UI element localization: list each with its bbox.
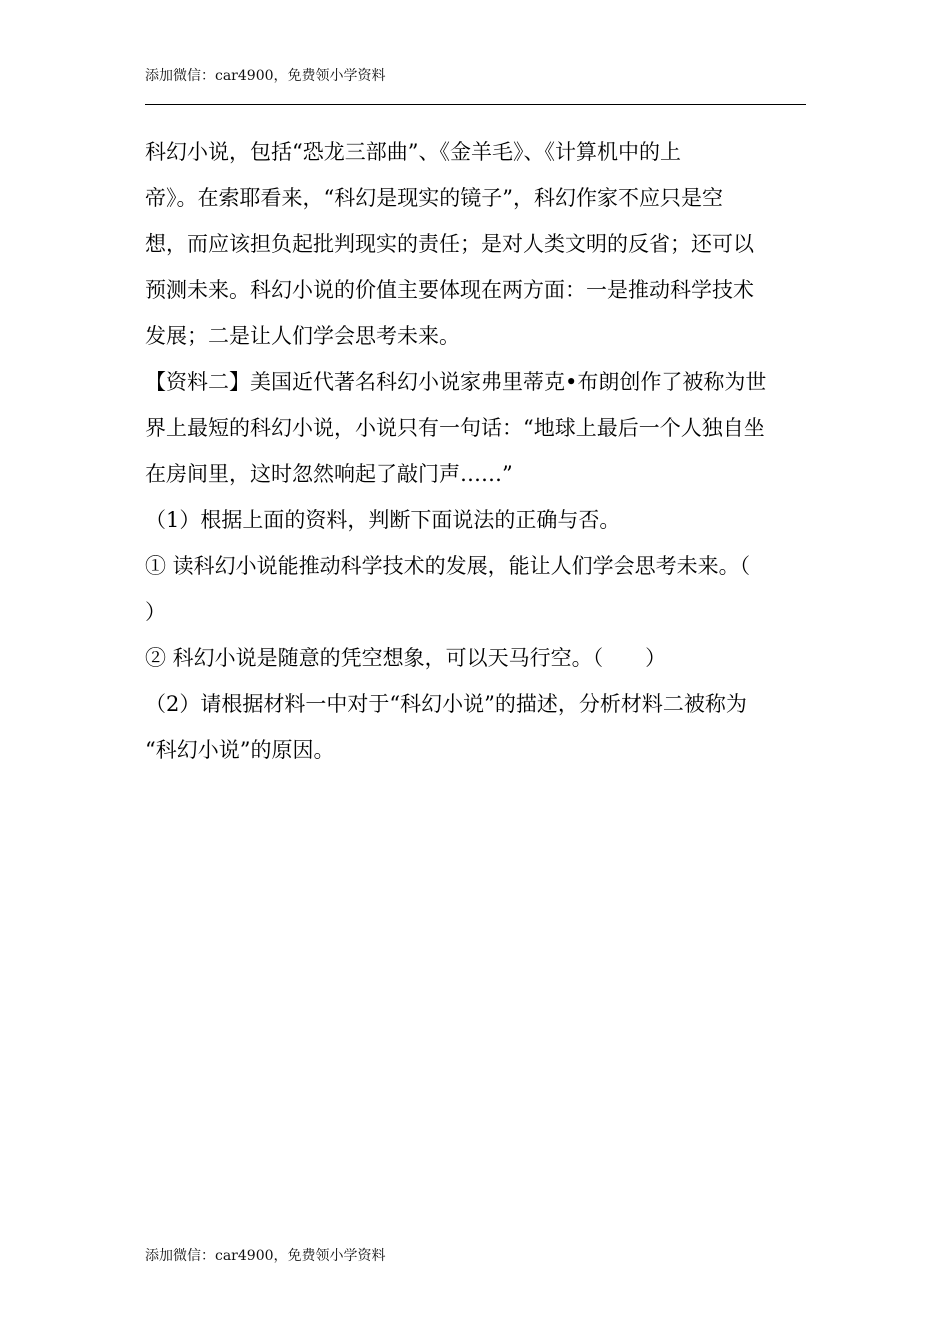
question-1-item-1-continued: ） [145, 600, 166, 624]
text-line-5: 发展；二是让人们学会思考未来。 [145, 324, 460, 348]
material-two-line-1: 【资料二】美国近代著名科幻小说家弗里蒂克•布朗创作了被称为世 [145, 370, 767, 394]
question-1-prompt: （1）根据上面的资料，判断下面说法的正确与否。 [145, 508, 621, 532]
question-2-prompt-line-2: “科幻小说”的原因。 [145, 738, 335, 762]
material-two-line-3: 在房间里，这时忽然响起了敲门声……” [145, 462, 513, 486]
question-1-item-1: ① 读科幻小说能推动科学技术的发展，能让人们学会思考未来。（ [145, 554, 751, 578]
text-line-2: 帝》。在索耶看来，“科幻是现实的镜子”，科幻作家不应只是空 [145, 186, 723, 210]
question-1-item-2: ② 科幻小说是随意的凭空想象，可以天马行空。（ ） [145, 646, 667, 670]
page-header: 添加微信：car4900，免费领小学资料 [145, 68, 386, 84]
material-two-line-2: 界上最短的科幻小说，小说只有一句话：“地球上最后一个人独自坐 [145, 416, 765, 440]
document-body [145, 129, 806, 773]
question-2-prompt-line-1: （2）请根据材料一中对于“科幻小说”的描述，分析材料二被称为 [145, 692, 747, 716]
page-footer: 添加微信：car4900，免费领小学资料 [145, 1248, 386, 1264]
text-line-3: 想，而应该担负起批判现实的责任；是对人类文明的反省；还可以 [145, 232, 754, 256]
text-line-1: 科幻小说，包括“恐龙三部曲”、《金羊毛》、《计算机中的上 [145, 140, 681, 164]
header-divider [145, 104, 806, 105]
text-line-4: 预测未来。科幻小说的价值主要体现在两方面：一是推动科学技术 [145, 278, 754, 302]
